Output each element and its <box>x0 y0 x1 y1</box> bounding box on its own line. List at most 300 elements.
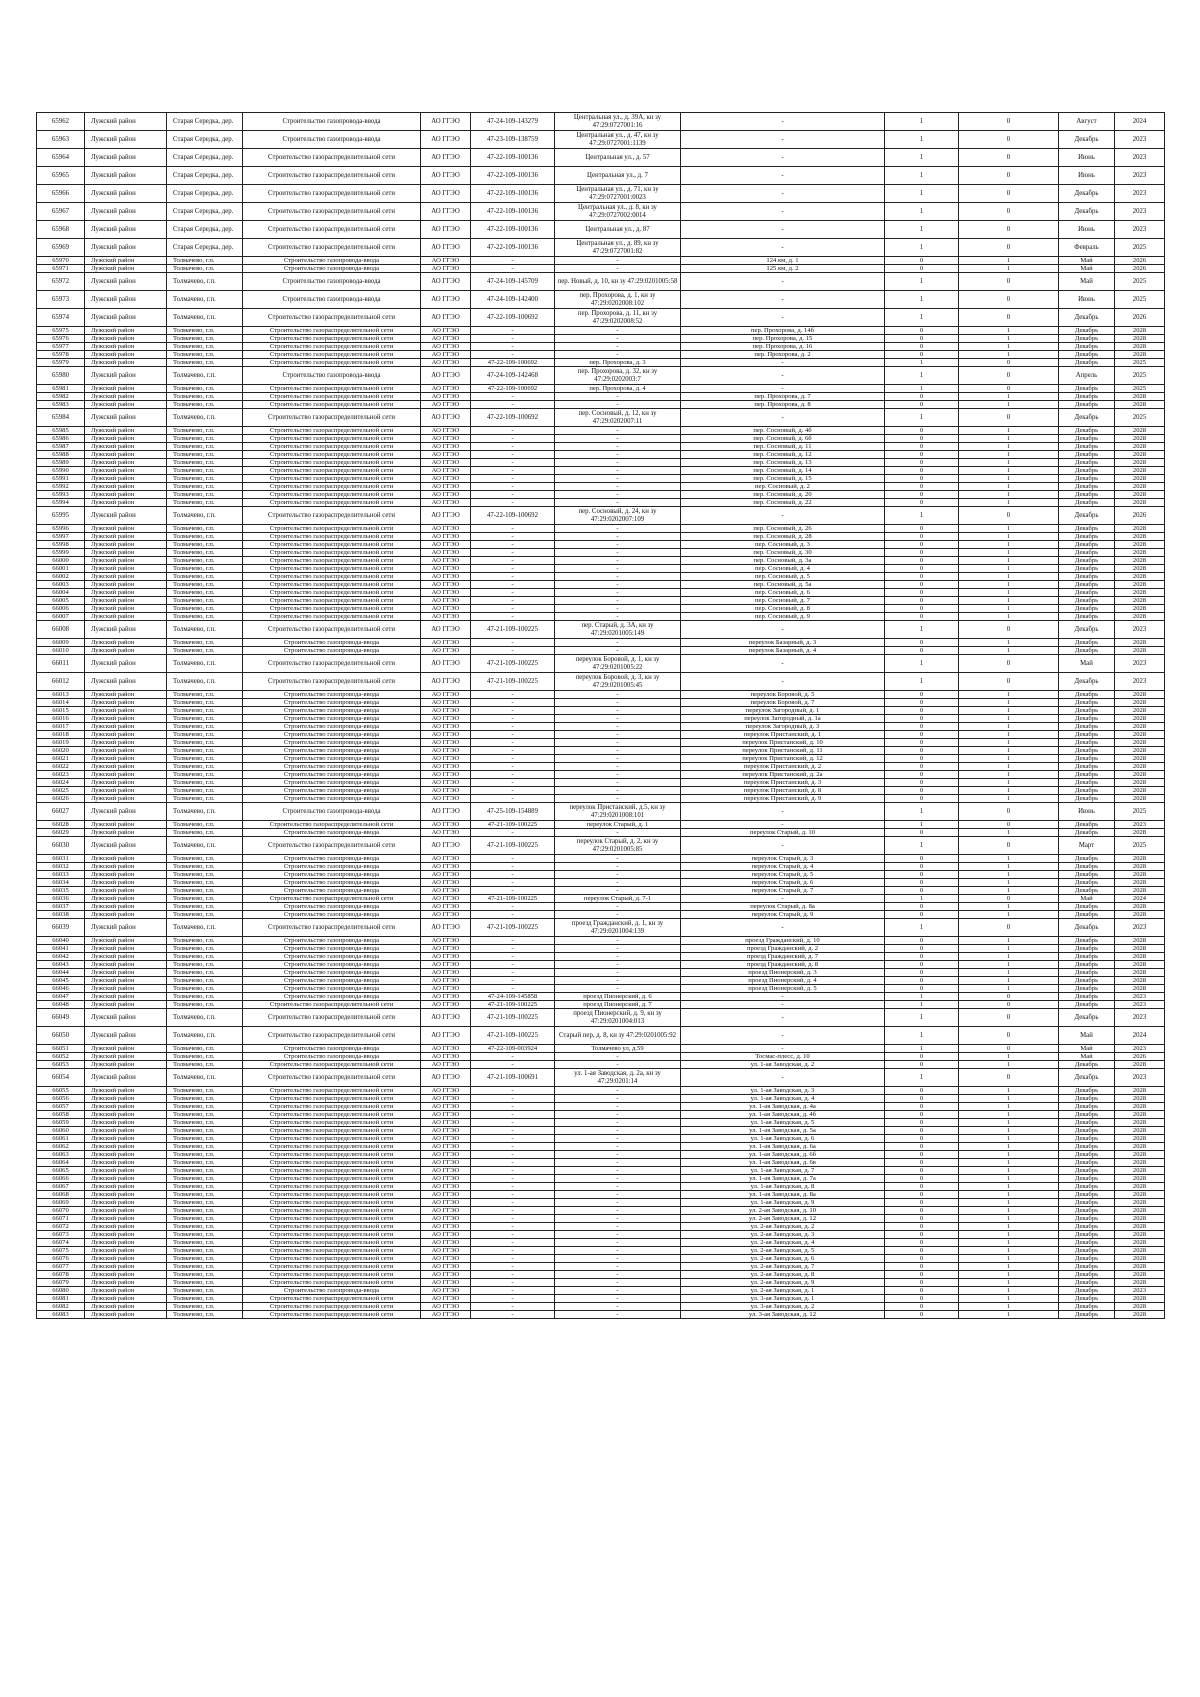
year-cell: 2023 <box>1115 1287 1165 1295</box>
organization-cell: АО ГГЭО <box>421 499 471 507</box>
work-type-cell: Строительство газораспределительной сети <box>243 239 421 257</box>
organization-cell: АО ГГЭО <box>421 1103 471 1111</box>
address-planned-cell: - <box>681 1009 885 1027</box>
address-planned-cell: пер. Сосновый, д. 11 <box>681 443 885 451</box>
year-cell: 2028 <box>1115 1279 1165 1287</box>
count-b-cell: 1 <box>959 1175 1059 1183</box>
settlement-cell: Толмачево, г.п. <box>167 309 243 327</box>
address-planned-cell: ул. 2-ая Заводская, д. 3 <box>681 1231 885 1239</box>
table-row <box>37 533 1165 541</box>
year-cell: 2028 <box>1115 1255 1165 1263</box>
settlement-cell: Толмачево, г.п. <box>167 533 243 541</box>
program-code-cell: - <box>471 335 555 343</box>
organization-cell: АО ГГЭО <box>421 581 471 589</box>
settlement-cell: Толмачево, г.п. <box>167 291 243 309</box>
organization-cell: АО ГГЭО <box>421 257 471 265</box>
district-cell: Лужский район <box>85 1311 167 1319</box>
address-connected-cell: Центральная ул., д. 8, кн зу 47:29:0727002:0014 <box>555 203 681 221</box>
month-cell: Декабрь <box>1059 1001 1115 1009</box>
work-type-cell: Строительство газопровода-ввода <box>243 961 421 969</box>
address-planned-cell: ул. 2-ая Заводская, д. 9 <box>681 1279 885 1287</box>
year-cell: 2028 <box>1115 1247 1165 1255</box>
count-a-cell: 0 <box>885 779 959 787</box>
settlement-cell: Толмачево, г.п. <box>167 257 243 265</box>
district-cell: Лужский район <box>85 961 167 969</box>
settlement-cell: Толмачево, г.п. <box>167 739 243 747</box>
address-connected-cell: Центральная ул., д. 7 <box>555 167 681 185</box>
organization-cell: АО ГГЭО <box>421 1069 471 1087</box>
settlement-cell: Толмачево, г.п. <box>167 945 243 953</box>
settlement-cell: Толмачево, г.п. <box>167 715 243 723</box>
month-cell: Декабрь <box>1059 977 1115 985</box>
table-row <box>37 1053 1165 1061</box>
count-a-cell: 0 <box>885 1255 959 1263</box>
organization-cell: АО ГГЭО <box>421 149 471 167</box>
district-cell: Лужский район <box>85 903 167 911</box>
district-cell: Лужский район <box>85 1167 167 1175</box>
month-cell: Декабрь <box>1059 1311 1115 1319</box>
month-cell: Июнь <box>1059 803 1115 821</box>
month-cell: Декабрь <box>1059 1183 1115 1191</box>
year-cell: 2025 <box>1115 239 1165 257</box>
count-a-cell: 0 <box>885 961 959 969</box>
count-a-cell: 0 <box>885 1127 959 1135</box>
settlement-cell: Толмачево, г.п. <box>167 985 243 993</box>
program-code-cell: - <box>471 945 555 953</box>
organization-cell: АО ГГЭО <box>421 573 471 581</box>
month-cell: Май <box>1059 273 1115 291</box>
work-type-cell: Строительство газопровода-ввода <box>243 945 421 953</box>
year-cell: 2028 <box>1115 855 1165 863</box>
count-b-cell: 1 <box>959 795 1059 803</box>
work-type-cell: Строительство газопровода-ввода <box>243 803 421 821</box>
address-connected-cell: - <box>555 1295 681 1303</box>
count-a-cell: 1 <box>885 673 959 691</box>
organization-cell: АО ГГЭО <box>421 803 471 821</box>
count-a-cell: 0 <box>885 953 959 961</box>
document-page <box>36 112 1164 1319</box>
count-b-cell: 1 <box>959 903 1059 911</box>
month-cell: Апрель <box>1059 367 1115 385</box>
month-cell: Декабрь <box>1059 821 1115 829</box>
row-number-cell: 66043 <box>37 961 85 969</box>
address-planned-cell: - <box>681 507 885 525</box>
row-number-cell: 66054 <box>37 1069 85 1087</box>
count-b-cell: 1 <box>959 747 1059 755</box>
count-a-cell: 0 <box>885 1143 959 1151</box>
table-row <box>37 1069 1165 1087</box>
count-b-cell: 1 <box>959 265 1059 273</box>
organization-cell: АО ГГЭО <box>421 747 471 755</box>
organization-cell: АО ГГЭО <box>421 409 471 427</box>
organization-cell: АО ГГЭО <box>421 613 471 621</box>
year-cell: 2028 <box>1115 499 1165 507</box>
organization-cell: АО ГГЭО <box>421 427 471 435</box>
month-cell: Декабрь <box>1059 1303 1115 1311</box>
settlement-cell: Толмачево, г.п. <box>167 1223 243 1231</box>
district-cell: Лужский район <box>85 309 167 327</box>
address-connected-cell: - <box>555 903 681 911</box>
count-b-cell: 0 <box>959 291 1059 309</box>
row-number-cell: 66065 <box>37 1167 85 1175</box>
address-planned-cell: переулок Пристанский, д. 10 <box>681 739 885 747</box>
count-b-cell: 1 <box>959 863 1059 871</box>
month-cell: Декабрь <box>1059 427 1115 435</box>
address-connected-cell: - <box>555 597 681 605</box>
settlement-cell: Толмачево, г.п. <box>167 1143 243 1151</box>
organization-cell: АО ГГЭО <box>421 221 471 239</box>
year-cell: 2028 <box>1115 351 1165 359</box>
program-code-cell: - <box>471 779 555 787</box>
row-number-cell: 65975 <box>37 327 85 335</box>
address-connected-cell: - <box>555 257 681 265</box>
district-cell: Лужский район <box>85 1143 167 1151</box>
district-cell: Лужский район <box>85 1009 167 1027</box>
program-code-cell: - <box>471 265 555 273</box>
program-code-cell: - <box>471 763 555 771</box>
program-code-cell: - <box>471 739 555 747</box>
program-code-cell: - <box>471 549 555 557</box>
organization-cell: АО ГГЭО <box>421 443 471 451</box>
organization-cell: АО ГГЭО <box>421 1207 471 1215</box>
year-cell: 2028 <box>1115 613 1165 621</box>
count-a-cell: 0 <box>885 475 959 483</box>
organization-cell: АО ГГЭО <box>421 755 471 763</box>
address-connected-cell: - <box>555 1053 681 1061</box>
district-cell: Лужский район <box>85 1199 167 1207</box>
address-connected-cell: - <box>555 1303 681 1311</box>
table-row <box>37 1183 1165 1191</box>
year-cell: 2028 <box>1115 335 1165 343</box>
district-cell: Лужский район <box>85 953 167 961</box>
count-b-cell: 1 <box>959 739 1059 747</box>
year-cell: 2023 <box>1115 203 1165 221</box>
address-connected-cell: Старый пер, д. 8, кн зу 47:29:0201005:92 <box>555 1027 681 1045</box>
year-cell: 2028 <box>1115 483 1165 491</box>
address-planned-cell: переулок Пристанский, д. 12 <box>681 755 885 763</box>
district-cell: Лужский район <box>85 795 167 803</box>
row-number-cell: 65967 <box>37 203 85 221</box>
work-type-cell: Строительство газопровода-ввода <box>243 257 421 265</box>
program-code-cell: - <box>471 1215 555 1223</box>
table-row <box>37 1127 1165 1135</box>
count-a-cell: 0 <box>885 1263 959 1271</box>
month-cell: Декабрь <box>1059 919 1115 937</box>
address-connected-cell: - <box>555 1087 681 1095</box>
table-row <box>37 265 1165 273</box>
count-b-cell: 1 <box>959 1087 1059 1095</box>
table-row <box>37 401 1165 409</box>
address-connected-cell: - <box>555 427 681 435</box>
table-row <box>37 1111 1165 1119</box>
address-planned-cell: переулок Старый, д. 8а <box>681 903 885 911</box>
month-cell: Декабрь <box>1059 581 1115 589</box>
program-code-cell: 47-21-109-100225 <box>471 673 555 691</box>
district-cell: Лужский район <box>85 427 167 435</box>
month-cell: Май <box>1059 1045 1115 1053</box>
month-cell: Декабрь <box>1059 589 1115 597</box>
count-a-cell: 0 <box>885 557 959 565</box>
month-cell: Декабрь <box>1059 1271 1115 1279</box>
address-connected-cell: - <box>555 1175 681 1183</box>
program-code-cell: - <box>471 467 555 475</box>
district-cell: Лужский район <box>85 385 167 393</box>
year-cell: 2028 <box>1115 691 1165 699</box>
address-planned-cell: пер. Сосновый, д. 3а <box>681 557 885 565</box>
month-cell: Май <box>1059 265 1115 273</box>
work-type-cell: Строительство газораспределительной сети <box>243 385 421 393</box>
district-cell: Лужский район <box>85 1223 167 1231</box>
count-b-cell: 0 <box>959 167 1059 185</box>
count-b-cell: 1 <box>959 475 1059 483</box>
address-connected-cell: - <box>555 443 681 451</box>
table-row <box>37 393 1165 401</box>
district-cell: Лужский район <box>85 837 167 855</box>
address-connected-cell: - <box>555 451 681 459</box>
row-number-cell: 65966 <box>37 185 85 203</box>
district-cell: Лужский район <box>85 1191 167 1199</box>
count-a-cell: 1 <box>885 1069 959 1087</box>
count-a-cell: 0 <box>885 549 959 557</box>
count-b-cell: 1 <box>959 699 1059 707</box>
address-connected-cell: - <box>555 483 681 491</box>
month-cell: Декабрь <box>1059 673 1115 691</box>
row-number-cell: 65962 <box>37 113 85 131</box>
address-planned-cell: ул. 2-ая Заводская, д. 2 <box>681 1223 885 1231</box>
work-type-cell: Строительство газораспределительной сети <box>243 1069 421 1087</box>
address-planned-cell: переулок Загородный, д. 1а <box>681 715 885 723</box>
program-code-cell: - <box>471 1311 555 1319</box>
district-cell: Лужский район <box>85 483 167 491</box>
organization-cell: АО ГГЭО <box>421 647 471 655</box>
count-a-cell: 0 <box>885 401 959 409</box>
organization-cell: АО ГГЭО <box>421 787 471 795</box>
address-planned-cell: ул. 1-ая Заводская, д. 4а <box>681 1103 885 1111</box>
year-cell: 2028 <box>1115 863 1165 871</box>
work-type-cell: Строительство газопровода-ввода <box>243 763 421 771</box>
count-b-cell: 1 <box>959 1287 1059 1295</box>
count-a-cell: 0 <box>885 589 959 597</box>
work-type-cell: Строительство газопровода-ввода <box>243 715 421 723</box>
month-cell: Декабрь <box>1059 1111 1115 1119</box>
work-type-cell: Строительство газораспределительной сети <box>243 1027 421 1045</box>
district-cell: Лужский район <box>85 919 167 937</box>
year-cell: 2028 <box>1115 1127 1165 1135</box>
address-planned-cell: пер. Сосновый, д. 28 <box>681 533 885 541</box>
month-cell: Декабрь <box>1059 351 1115 359</box>
year-cell: 2028 <box>1115 647 1165 655</box>
row-number-cell: 66038 <box>37 911 85 919</box>
month-cell: Декабрь <box>1059 1255 1115 1263</box>
program-code-cell: - <box>471 795 555 803</box>
count-a-cell: 0 <box>885 451 959 459</box>
work-type-cell: Строительство газораспределительной сети <box>243 1271 421 1279</box>
gasification-table <box>36 112 1165 1319</box>
count-b-cell: 1 <box>959 565 1059 573</box>
work-type-cell: Строительство газораспределительной сети <box>243 185 421 203</box>
count-a-cell: 0 <box>885 755 959 763</box>
count-b-cell: 1 <box>959 771 1059 779</box>
program-code-cell: 47-21-109-100225 <box>471 621 555 639</box>
organization-cell: АО ГГЭО <box>421 291 471 309</box>
district-cell: Лужский район <box>85 589 167 597</box>
table-row <box>37 937 1165 945</box>
organization-cell: АО ГГЭО <box>421 871 471 879</box>
count-a-cell: 0 <box>885 829 959 837</box>
row-number-cell: 65997 <box>37 533 85 541</box>
month-cell: Декабрь <box>1059 1095 1115 1103</box>
count-b-cell: 1 <box>959 1151 1059 1159</box>
organization-cell: АО ГГЭО <box>421 185 471 203</box>
year-cell: 2024 <box>1115 113 1165 131</box>
row-number-cell: 66036 <box>37 895 85 903</box>
table-row <box>37 855 1165 863</box>
address-planned-cell: ул. 1-ая Заводская, д. 7 <box>681 1167 885 1175</box>
row-number-cell: 65998 <box>37 541 85 549</box>
address-planned-cell: ул. 1-ая Заводская, д. 4б <box>681 1111 885 1119</box>
count-a-cell: 0 <box>885 903 959 911</box>
count-b-cell: 1 <box>959 1143 1059 1151</box>
organization-cell: АО ГГЭО <box>421 1151 471 1159</box>
table-row <box>37 1303 1165 1311</box>
count-b-cell: 1 <box>959 541 1059 549</box>
row-number-cell: 66064 <box>37 1159 85 1167</box>
count-b-cell: 1 <box>959 459 1059 467</box>
program-code-cell: - <box>471 491 555 499</box>
month-cell: Декабрь <box>1059 541 1115 549</box>
address-connected-cell: - <box>555 401 681 409</box>
table-row <box>37 699 1165 707</box>
year-cell: 2028 <box>1115 699 1165 707</box>
count-a-cell: 0 <box>885 443 959 451</box>
row-number-cell: 66049 <box>37 1009 85 1027</box>
count-b-cell: 1 <box>959 731 1059 739</box>
count-b-cell: 1 <box>959 343 1059 351</box>
settlement-cell: Толмачево, г.п. <box>167 557 243 565</box>
count-a-cell: 0 <box>885 351 959 359</box>
settlement-cell: Толмачево, г.п. <box>167 621 243 639</box>
count-a-cell: 0 <box>885 427 959 435</box>
program-code-cell: - <box>471 961 555 969</box>
work-type-cell: Строительство газораспределительной сети <box>243 673 421 691</box>
table-row <box>37 887 1165 895</box>
organization-cell: АО ГГЭО <box>421 715 471 723</box>
district-cell: Лужский район <box>85 887 167 895</box>
settlement-cell: Толмачево, г.п. <box>167 1239 243 1247</box>
row-number-cell: 65965 <box>37 167 85 185</box>
row-number-cell: 66069 <box>37 1199 85 1207</box>
organization-cell: АО ГГЭО <box>421 691 471 699</box>
count-a-cell: 1 <box>885 291 959 309</box>
district-cell: Лужский район <box>85 763 167 771</box>
count-a-cell: 1 <box>885 309 959 327</box>
organization-cell: АО ГГЭО <box>421 343 471 351</box>
month-cell: Декабрь <box>1059 1119 1115 1127</box>
address-planned-cell: ул. 1-ая Заводская, д. 2 <box>681 1061 885 1069</box>
organization-cell: АО ГГЭО <box>421 953 471 961</box>
row-number-cell: 65964 <box>37 149 85 167</box>
row-number-cell: 66068 <box>37 1191 85 1199</box>
work-type-cell: Строительство газораспределительной сети <box>243 1135 421 1143</box>
month-cell: Декабрь <box>1059 1199 1115 1207</box>
count-a-cell: 0 <box>885 787 959 795</box>
month-cell: Декабрь <box>1059 327 1115 335</box>
settlement-cell: Толмачево, г.п. <box>167 871 243 879</box>
count-b-cell: 1 <box>959 1255 1059 1263</box>
organization-cell: АО ГГЭО <box>421 771 471 779</box>
work-type-cell: Строительство газопровода-ввода <box>243 887 421 895</box>
address-connected-cell: - <box>555 605 681 613</box>
settlement-cell: Толмачево, г.п. <box>167 699 243 707</box>
table-row <box>37 1239 1165 1247</box>
table-row <box>37 459 1165 467</box>
district-cell: Лужский район <box>85 113 167 131</box>
settlement-cell: Толмачево, г.п. <box>167 1159 243 1167</box>
district-cell: Лужский район <box>85 533 167 541</box>
work-type-cell: Строительство газораспределительной сети <box>243 1303 421 1311</box>
count-b-cell: 1 <box>959 401 1059 409</box>
settlement-cell: Толмачево, г.п. <box>167 451 243 459</box>
program-code-cell: - <box>471 1095 555 1103</box>
address-planned-cell: 125 км, д. 2 <box>681 265 885 273</box>
organization-cell: АО ГГЭО <box>421 903 471 911</box>
settlement-cell: Толмачево, г.п. <box>167 919 243 937</box>
address-connected-cell: пер. Прохорова, д. 11, кн зу 47:29:0202008:52 <box>555 309 681 327</box>
count-a-cell: 1 <box>885 273 959 291</box>
month-cell: Декабрь <box>1059 863 1115 871</box>
table-row <box>37 795 1165 803</box>
row-number-cell: 66030 <box>37 837 85 855</box>
year-cell: 2026 <box>1115 257 1165 265</box>
row-number-cell: 66006 <box>37 605 85 613</box>
work-type-cell: Строительство газораспределительной сети <box>243 1009 421 1027</box>
organization-cell: АО ГГЭО <box>421 131 471 149</box>
row-number-cell: 66031 <box>37 855 85 863</box>
count-a-cell: 0 <box>885 1175 959 1183</box>
year-cell: 2028 <box>1115 343 1165 351</box>
work-type-cell: Строительство газораспределительной сети <box>243 1263 421 1271</box>
settlement-cell: Старая Середка, дер. <box>167 113 243 131</box>
address-planned-cell: пер. Сосновый, д. 26 <box>681 525 885 533</box>
district-cell: Лужский район <box>85 699 167 707</box>
table-row <box>37 549 1165 557</box>
address-planned-cell: пер. Сосновый, д. 20 <box>681 491 885 499</box>
table-row <box>37 435 1165 443</box>
district-cell: Лужский район <box>85 265 167 273</box>
program-code-cell: - <box>471 427 555 435</box>
organization-cell: АО ГГЭО <box>421 1167 471 1175</box>
district-cell: Лужский район <box>85 779 167 787</box>
month-cell: Декабрь <box>1059 879 1115 887</box>
count-a-cell: 0 <box>885 1311 959 1319</box>
address-connected-cell: - <box>555 1095 681 1103</box>
address-planned-cell: пер. Сосновый, д. 4б <box>681 427 885 435</box>
count-a-cell: 0 <box>885 1231 959 1239</box>
count-a-cell: 1 <box>885 149 959 167</box>
address-connected-cell: Центральная ул., д. 39А, кн зу 47:29:0727001:16 <box>555 113 681 131</box>
year-cell: 2028 <box>1115 639 1165 647</box>
work-type-cell: Строительство газораспределительной сети <box>243 821 421 829</box>
work-type-cell: Строительство газораспределительной сети <box>243 621 421 639</box>
month-cell: Декабрь <box>1059 1061 1115 1069</box>
address-planned-cell: переулок Пристанский, д. 11 <box>681 747 885 755</box>
address-planned-cell: - <box>681 803 885 821</box>
table-row <box>37 1191 1165 1199</box>
address-connected-cell: переулок Старый, д. 1 <box>555 821 681 829</box>
work-type-cell: Строительство газопровода-ввода <box>243 977 421 985</box>
address-connected-cell: - <box>555 1287 681 1295</box>
month-cell: Декабрь <box>1059 1103 1115 1111</box>
